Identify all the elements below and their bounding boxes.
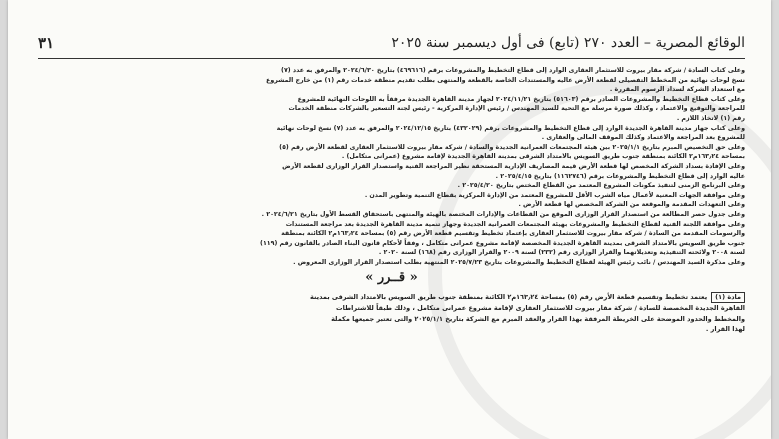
- recital-line: عاليه الوارد إلى قطاع التخطيط والمشروعات برقم (١١٦٢٧٤٦) بتاريخ ٢٠٢٥/٤/١٥ .: [495, 172, 745, 180]
- article-line: لهذا القرار .: [705, 325, 745, 334]
- recital-line: نسخ لوحات نهائية من المخطط التفصيلى لقطعة الأرض عاليه والمستندات الخاصة بالقطعة والمنتهى بطلب تقديم منطقة خدمات رقم (١) من خارج المشروع: [266, 76, 745, 84]
- recital-line: وعلى جدول حصر المطالعة من استصدار القرار الوزارى الموقع من القطاعات والإدارات المختصة بالهيئة والمنتهى باستحقاق القسط الأول بتاريخ ٢٠٢٤/٦/٢١ .: [261, 210, 745, 218]
- recital-line: والرسومات المقدمة من السادة / شركة مقار بيروت للاستثمار العقارى بإعتماد تخطيط وتقسيم قطعة الأرض رقم (٥) بمساحة ١٦٣٫٢٤م٢ الكائنة بمنطقة: [281, 230, 745, 238]
- article-line: والمخطط والحدود الموضحة على الخريطة المرفقة بهذا القرار والعقد المبرم مع الشركة بتاريخ ٢٠٢٥/١/١ والتى تعتبر جميعها مكملة: [331, 314, 745, 323]
- recitals: [38, 66, 745, 267]
- recital-line: وعلى كتاب جهاز مدينة القاهرة الجديدة الوارد إلى قطاع التخطيط والمشروعات برقم (٤٣٢٠٢٩) بتاريخ ٢٠٢٤/١٢/١٥ والمرفق به عدد (٧) نسخ لوحات نهائية: [276, 124, 745, 132]
- article-1: [38, 292, 745, 335]
- recital-line: وعلى كتاب السادة / شركة مقار بيروت للاستثمار العقارى الوارد إلى قطاع التخطيط والمشروعات برقم (٤٦٩٦١٦) بتاريخ ٢٠٢٤/٦/٣٠ والمرفق به عدد (٧): [281, 67, 745, 74]
- recital-line: وعلى مذكرة السيد المهندس / نائب رئيس الهيئة لقطاع التخطيط والمشروعات بتاريخ ٢٠٢٥/٧/٢٣ المنتهية بطلب استصدار القرار الوزارى المعروض .: [293, 258, 745, 266]
- gazette-page: [8, 0, 771, 439]
- recital-line: وعلى كتاب قطاع التخطيط والمشروعات الصادر برقم (٥١٦٠٣) بتاريخ ٢٠٢٤/١١/٢١ لجهاز مدينة القاهرة الجديدة مرفقاً به اللوحات النهائية للمشروع: [297, 95, 745, 103]
- document-body: [38, 66, 745, 335]
- recital-line: وعلى الإفادة بسداد الشركة المخصص لها قطعة الأرض قيمة المصاريف الإدارية المستحقة نظير المراجعة الفنية واستصدار القرار الوزارى لقطعة الأرض: [282, 162, 745, 170]
- recital-line: مع استعداد الشركة لسداد الرسوم المقررة .: [609, 86, 745, 94]
- recital-line: للمشروع بعد المراجعة والاعتماد وكذلك الموقف المالى والعقارى .: [541, 134, 745, 142]
- article-line: القاهرة الجديدة المخصصة للسادة / شركة مقار بيروت للاستثمار العقارى لإقامة مشروع عمرانى متكامل ، وذلك طبقاً للاشتراطات: [336, 304, 745, 313]
- recital-line: وعلى البرنامج الزمنى لتنفيذ مكونات المشروع المعتمد من القطاع المختص بتاريخ ٢٠٢٥/٤/٢٠ .: [457, 182, 745, 190]
- recital-line: بمساحة ١٦٣٫٢٤م٢ الكائنة بمنطقة جنوب طريق السويس بالامتداد الشرقى بمدينة القاهرة الجديدة لإقامة مشروع (عمرانى متكامل) .: [341, 153, 745, 161]
- recital-line: وعلى التعهدات المقدمة والموقعة من الشركة المخصص لها قطعة الأرض .: [518, 201, 745, 209]
- recital-line: جنوب طريق السويس بالامتداد الشرقى بمدينة القاهرة الجديدة المخصصة لإقامة مشروع عمرانى متكامل ، وفقاً لأحكام قانون البناء الصادر بالقانون رقم (١١٩): [260, 239, 745, 247]
- recital-line: رقم (١) لاتخاذ اللازم .: [676, 114, 745, 122]
- page-title: الوقائع المصرية – العدد ٢٧٠ (تابع) فى أول ديسمبر سنة ٢٠٢٥: [391, 35, 745, 51]
- page-header: [38, 30, 745, 56]
- decree-heading: « قــرر »: [365, 270, 418, 286]
- page-number: ٣١: [38, 34, 55, 52]
- article-text: [310, 293, 745, 333]
- recital-line: وعلى موافقة الجهات المعنية لأعمال مياه الشرب الأقل للمشروع المعتمد من الإدارة المركزية بقطاع التنمية وتطوير المدن .: [364, 191, 745, 199]
- recital-line: للمراجعة والتوقيع والاعتماد ، وكذلك صورة مرسلة مع التحية للسيد المهندس / رئيس الإدارة المركزية - رئيس لجنة التسعير بالشركات منطقة الخدمات: [288, 105, 745, 113]
- header-rule: [38, 58, 745, 59]
- article-line: يعتمد تخطيط وتقسيم قطعة الأرض رقم (٥) بمساحة ١٦٣٫٢٤م٢ الكائنة بمنطقة جنوب طريق السويس بالامتداد الشرقى بمدينة: [310, 293, 708, 302]
- article-label: مادة (١): [711, 292, 745, 303]
- recital-line: لسنة ٢٠٠٨ ولائحته التنفيذية وتعديلاتهما والقرار الوزارى رقم (٢٣٢) لسنة ٢٠٠٩ والقرار الوزارى رقم (١٦٨) لسنة ٢٠٢٠ .: [378, 249, 745, 257]
- recital-line: وعلى موافقة اللجنة الفنية لقطاع التخطيط والمشروعات بهيئة المجتمعات العمرانية الجديدة وجهاز تنمية مدينة القاهرة الجديدة بعد مراجعة المستندات: [285, 220, 745, 228]
- recital-line: وعلى حق التخصيص المبرم بتاريخ ٢٠٢٥/١/١ بين هيئة المجتمعات العمرانية الجديدة والسادة / شركة مقار بيروت للاستثمار العقارى لقطعة الأرض رقم (٥): [279, 143, 745, 151]
